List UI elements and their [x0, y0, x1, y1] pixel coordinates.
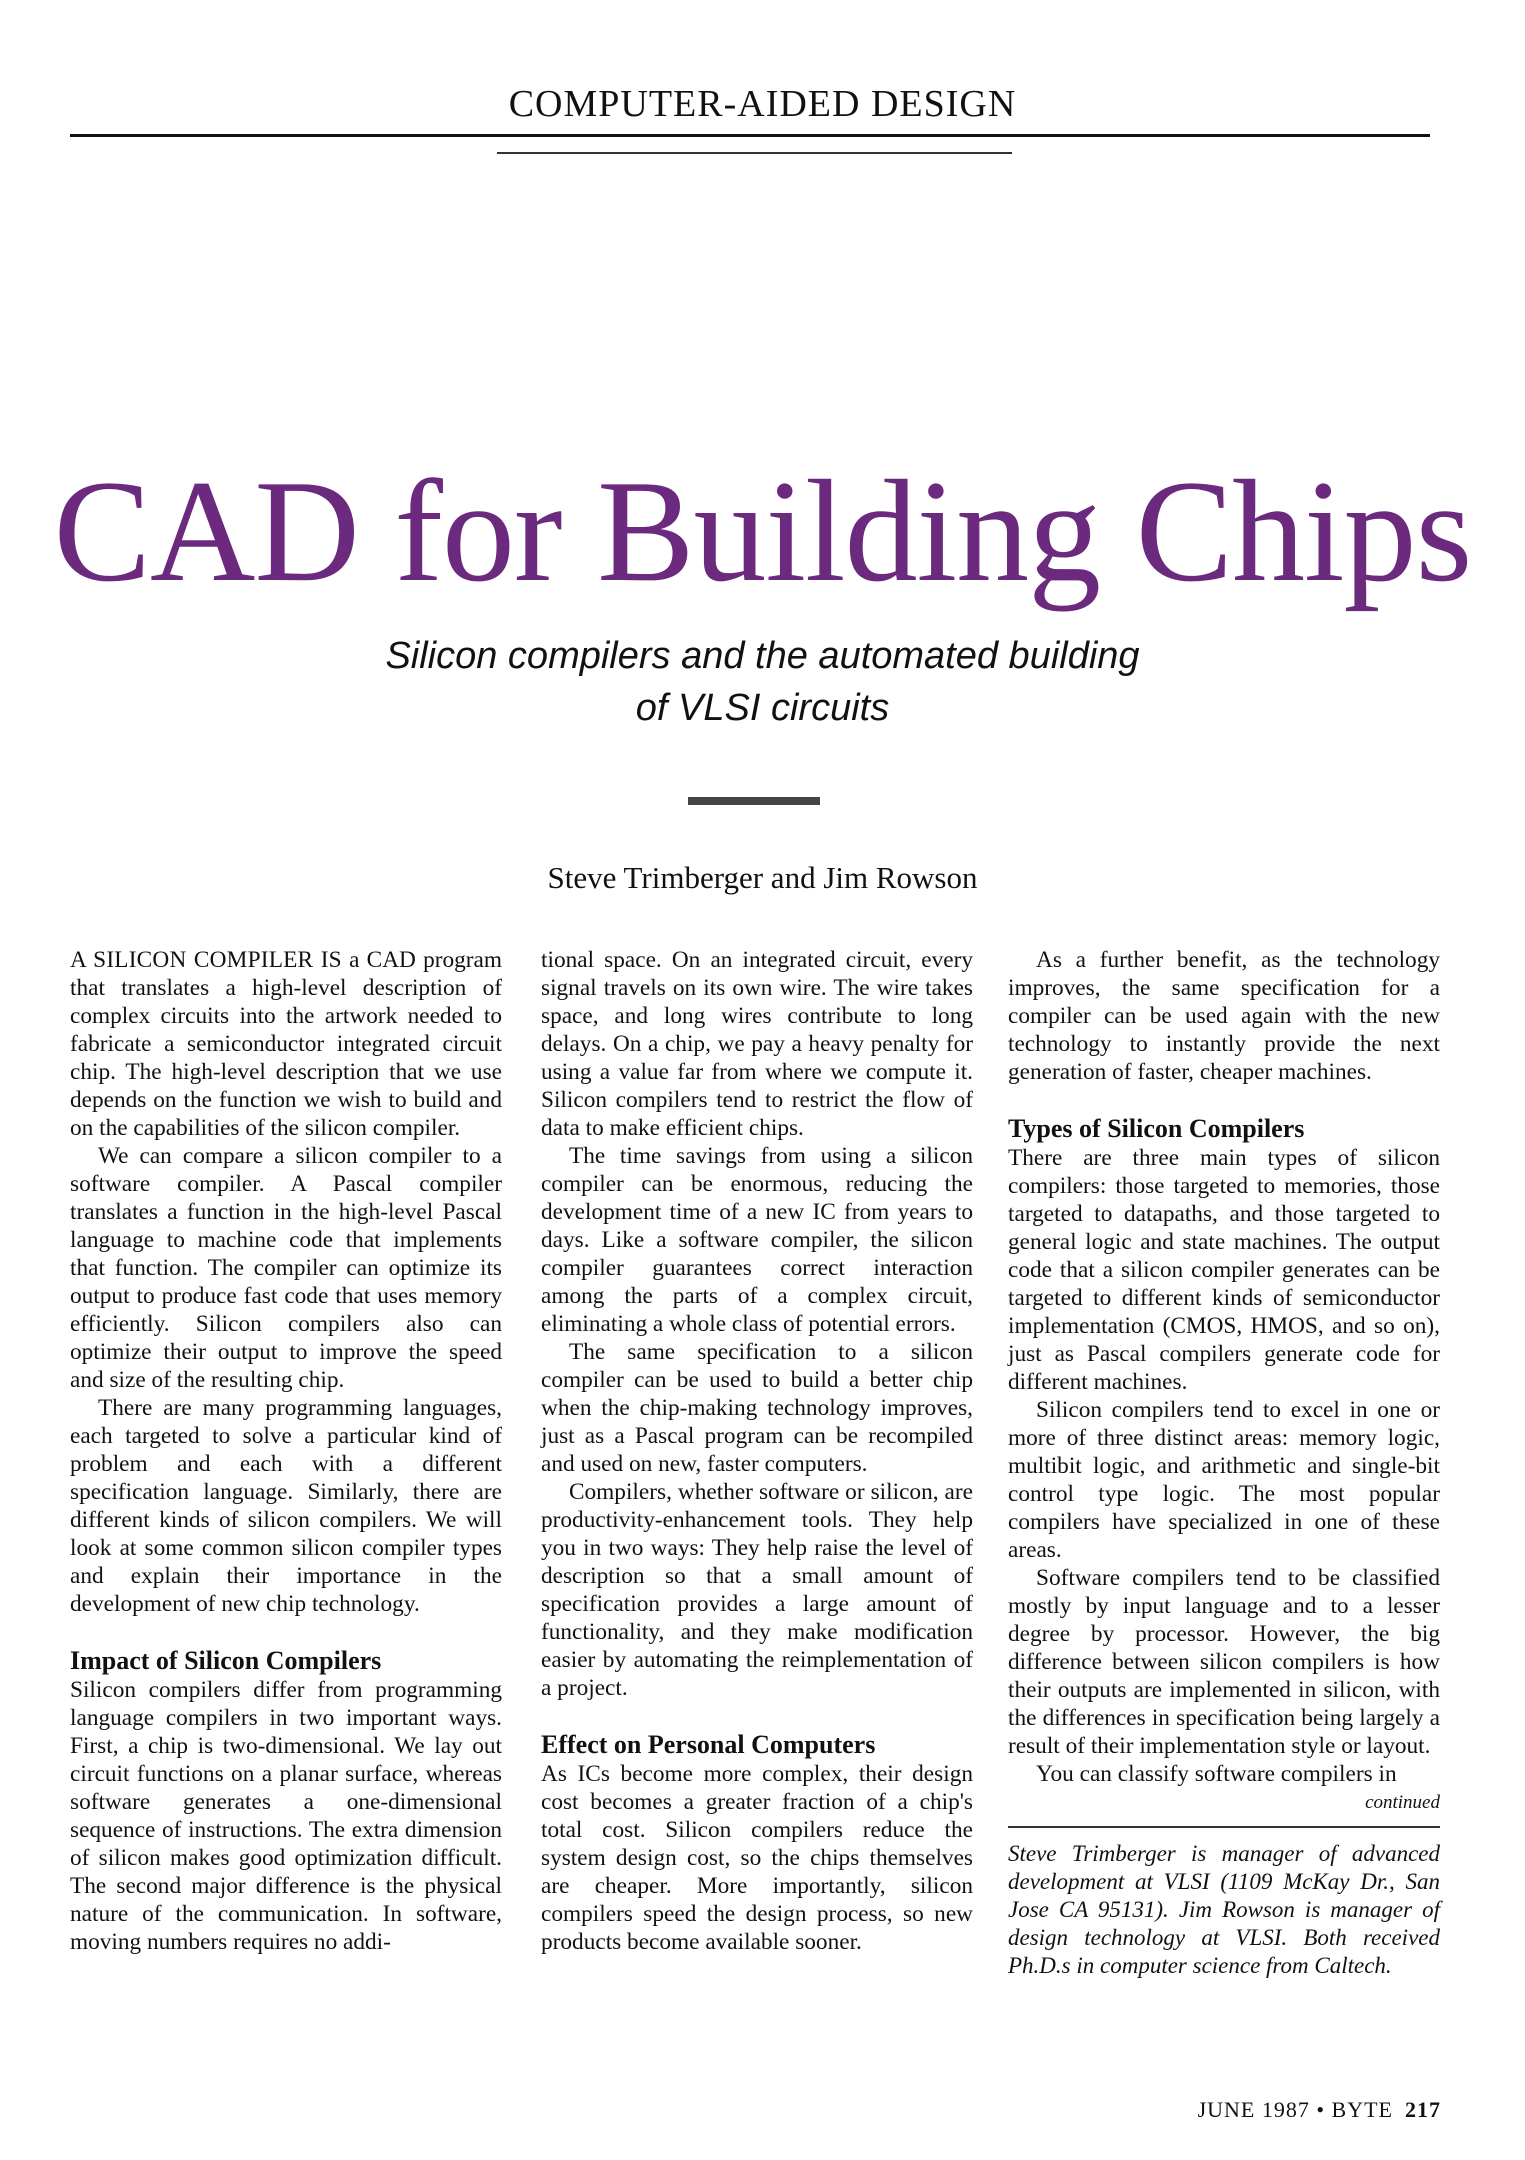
article-title: CAD for Building Chips	[53, 450, 1472, 612]
paragraph: There are many programming languages, each targeted to solve a particular kind of problem and each with a different specification language. Similarly, there are different kinds of silicon compilers. We will look at some common silicon compiler types and explain their importance in the development of new chip technology.	[70, 1395, 502, 1617]
lead-in: A SILICON COMPILER IS	[70, 947, 342, 973]
paragraph: Silicon compilers tend to excel in one or more of three distinct areas: memory logic, multibit logic, and arithmetic and single-bit control type logic. The most popular compilers have specialized in one of these areas.	[1008, 1397, 1440, 1563]
footer-issue: JUNE 1987 • BYTE	[1197, 2097, 1393, 2122]
column-2	[541, 946, 973, 1956]
paragraph-text: a CAD program that translates a high-level description of complex circuits into the artwork needed to fabricate a semiconductor integrated circuit chip. The high-level description that we use depends on the function we wish to build and on the capabilities of the silicon compiler.	[70, 947, 502, 1141]
section-header: COMPUTER-AIDED DESIGN	[508, 83, 1017, 125]
paragraph: The same specification to a silicon compiler can be used to build a better chip when the chip-making technology improves, just as a Pascal program can be recompiled and used on new, faster computers.	[541, 1339, 973, 1477]
column-1	[70, 946, 502, 1956]
subtitle-line-2: of VLSI circuits	[635, 687, 890, 729]
paragraph: As a further benefit, as the technology improves, the same specification for a compiler can be used again with the new technology to instantly provide the next generation of faster, cheaper machines.	[1008, 947, 1440, 1085]
header-subrule	[497, 152, 1012, 154]
bio-rule	[1008, 1826, 1440, 1828]
header-rule	[70, 134, 1430, 137]
paragraph: As ICs become more complex, their design cost becomes a greater fraction of a chip's total cost. Silicon compilers reduce the system design cost, so the chips themselves are cheaper. More importantly, silicon compilers speed the design process, so new products become available sooner.	[541, 1761, 973, 1955]
paragraph: Compilers, whether software or silicon, are productivity-enhancement tools. They help you in two ways: They help raise the level of description so that a small amount of specification provides a large amount of functionality, and they make modification easier by automating the reimplementation of a project.	[541, 1479, 973, 1701]
page-footer	[1198, 2097, 1441, 2123]
byline: Steve Trimberger and Jim Rowson	[547, 860, 978, 895]
paragraph: The time savings from using a silicon compiler can be enormous, reducing the development time of a new IC from years to days. Like a software compiler, the silicon compiler guarantees correct interaction among the parts of a complex circuit, eliminating a whole class of potential errors.	[541, 1143, 973, 1337]
paragraph: Silicon compilers differ from programming language compilers in two important ways. First, a chip is two-dimensional. We lay out circuit functions on a planar surface, whereas software generates a one-dimensional sequence of instructions. The extra dimension of silicon makes good optimization difficult. The second major difference is the physical nature of the communication. In software, moving numbers requires no addi-	[70, 1677, 502, 1955]
title-divider	[688, 797, 820, 805]
article-subtitle	[0, 630, 1525, 734]
paragraph: Software compilers tend to be classified mostly by input language and to a lesser degree by processor. However, the big difference between silicon compilers is how their outputs are implemented in silicon, with the differences in specification being largely a result of their implementation style or layout.	[1008, 1565, 1440, 1759]
paragraph: You can classify software compilers in	[1036, 1761, 1397, 1787]
author-bio: Steve Trimberger is manager of advanced development at VLSI (1109 McKay Dr., San Jose CA 95131). Jim Rowson is manager of design technology at VLSI. Both received Ph.D.s in computer science from Caltech.	[1008, 1841, 1440, 1978]
column-3	[1008, 946, 1440, 1980]
section-heading-types: Types of Silicon Compilers	[1008, 1114, 1305, 1143]
paragraph: We can compare a silicon compiler to a software compiler. A Pascal compiler translates a function in the high-level Pascal language to machine code that implements that function. The compiler can optimize its output to produce fast code that uses memory efficiently. Silicon compilers also can optimize their output to improve the speed and size of the resulting chip.	[70, 1143, 502, 1393]
paragraph	[70, 946, 502, 1142]
section-heading-impact: Impact of Silicon Compilers	[70, 1646, 382, 1675]
spacer	[541, 1702, 973, 1730]
continued-note: continued	[1365, 1792, 1440, 1813]
subtitle-line-1: Silicon compilers and the automated building	[385, 635, 1140, 677]
section-heading-effect: Effect on Personal Computers	[541, 1730, 876, 1759]
spacer	[70, 1618, 502, 1646]
spacer	[1008, 1086, 1440, 1114]
page-number: 217	[1405, 2097, 1441, 2122]
paragraph: There are three main types of silicon compilers: those targeted to memories, those targeted to datapaths, and those targeted to general logic and state machines. The output code that a silicon compiler generates can be targeted to different kinds of semiconductor implementation (CMOS, HMOS, and so on), just as Pascal compilers generate code for different machines.	[1008, 1145, 1440, 1395]
paragraph: tional space. On an integrated circuit, every signal travels on its own wire. The wire takes space, and long wires contribute to long delays. On a chip, we pay a heavy penalty for using a value far from where we compute it. Silicon compilers tend to restrict the flow of data to make efficient chips.	[541, 947, 973, 1141]
